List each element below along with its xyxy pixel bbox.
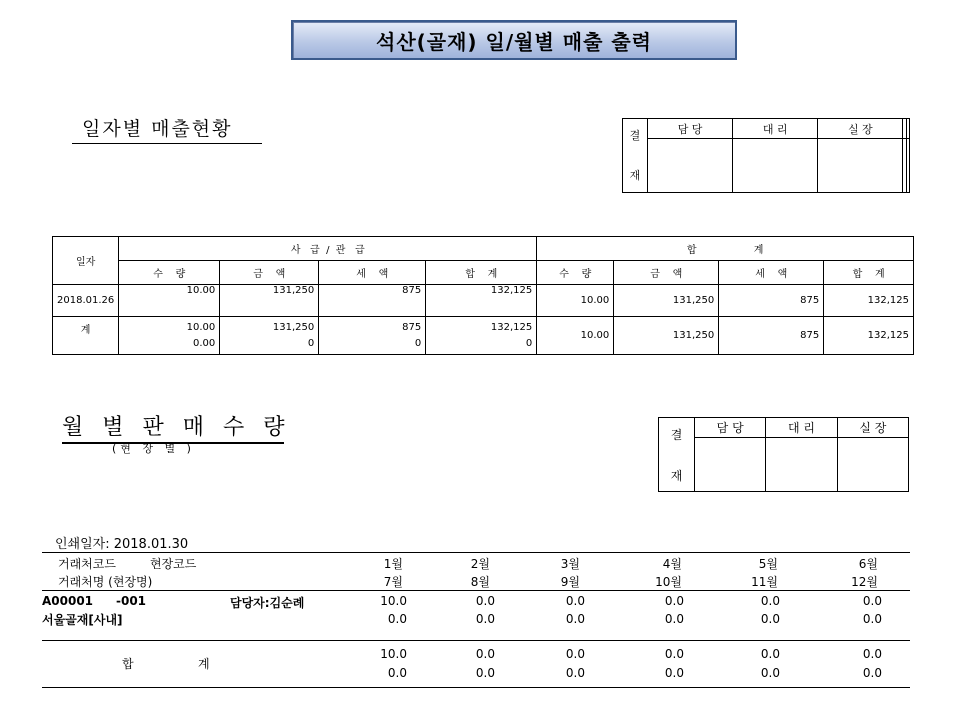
header-client-code: 거래처코드 xyxy=(58,557,116,571)
sum-label: 합 xyxy=(122,657,134,671)
sum-value: 10.0 xyxy=(380,647,407,661)
monthly-section-title: 월 별 판 매 수 량 xyxy=(62,410,284,444)
cell-value: 875 xyxy=(402,321,422,333)
cell-value: 131,250 xyxy=(614,317,719,355)
approval-sign-box xyxy=(906,139,909,193)
approval-sign-box xyxy=(648,139,733,193)
col-header: 수 량 xyxy=(119,261,220,285)
cell-value: 10.00 xyxy=(537,285,614,317)
cell-value: 10.00 xyxy=(186,321,216,333)
cell-value: 875 xyxy=(719,317,824,355)
daily-section-title: 일자별 매출현황 xyxy=(72,114,262,144)
group-header-supply: 사 급 / 관 급 xyxy=(119,237,537,261)
approval-side-label: 결 재 xyxy=(659,418,695,492)
col-header-date: 일자 xyxy=(53,237,119,285)
page-title: 석산(골재) 일/월별 매출 출력 xyxy=(291,20,737,60)
approval-header: 담 당 xyxy=(648,119,733,139)
month-header: 2월 xyxy=(470,557,490,571)
sum-value: 0.0 xyxy=(565,647,585,661)
cell-value: 131,250 xyxy=(220,285,319,317)
sum-value: 0.0 xyxy=(760,647,780,661)
header-client-name: 거래처명 (현장명) xyxy=(58,575,153,589)
col-header: 금 액 xyxy=(614,261,719,285)
month-header: 7월 xyxy=(383,575,403,589)
month-value: 0.0 xyxy=(862,612,882,626)
month-header: 11월 xyxy=(751,575,778,589)
divider xyxy=(42,590,910,591)
month-header: 1월 xyxy=(383,557,403,571)
site-code: -001 xyxy=(116,594,147,608)
approval-header: 대 리 xyxy=(766,418,837,438)
month-value: 0.0 xyxy=(664,612,684,626)
month-value: 0.0 xyxy=(760,594,780,608)
col-header: 금 액 xyxy=(220,261,319,285)
month-value: 0.0 xyxy=(664,594,684,608)
col-header: 합 계 xyxy=(824,261,914,285)
divider xyxy=(42,552,910,553)
cell-value: 131,250 xyxy=(614,285,719,317)
month-value: 0.0 xyxy=(760,612,780,626)
daily-approval-box xyxy=(622,118,910,193)
cell-value: 10.00 xyxy=(119,285,220,317)
monthly-approval-box xyxy=(658,417,909,492)
month-value: 0.0 xyxy=(475,594,495,608)
month-header: 8월 xyxy=(470,575,490,589)
client-name: 서울골재[사내] xyxy=(42,613,123,627)
cell-value: 132,125 xyxy=(490,321,533,333)
cell-value: 132,125 xyxy=(824,285,914,317)
col-header: 수 량 xyxy=(537,261,614,285)
approval-sign-box xyxy=(837,438,908,492)
month-value: 0.0 xyxy=(387,612,407,626)
sum-value: 0.0 xyxy=(565,666,585,680)
cell-value: 0.00 xyxy=(193,337,216,349)
col-header: 세 액 xyxy=(719,261,824,285)
col-header: 세 액 xyxy=(319,261,426,285)
approval-header: 실 장 xyxy=(837,418,908,438)
group-header-total: 합 계 xyxy=(537,237,914,261)
client-code: A00001 xyxy=(42,594,94,608)
approval-header xyxy=(906,119,909,139)
approval-side-label: 결 재 xyxy=(623,119,648,193)
month-value: 0.0 xyxy=(565,612,585,626)
cell-value: 0 xyxy=(307,337,315,349)
month-header: 3월 xyxy=(560,557,580,571)
table-total-row xyxy=(53,317,914,355)
cell-value: 10.00 xyxy=(537,317,614,355)
cell-value: 131,250 xyxy=(272,321,315,333)
row-total-label: 계 xyxy=(53,317,119,355)
month-header: 6월 xyxy=(858,557,878,571)
sum-value: 0.0 xyxy=(387,666,407,680)
approval-header: 실 장 xyxy=(818,119,903,139)
col-header: 합 계 xyxy=(426,261,537,285)
month-value: 0.0 xyxy=(565,594,585,608)
month-header: 10월 xyxy=(655,575,682,589)
monthly-subtitle: (현 장 별 ) xyxy=(112,442,195,455)
divider xyxy=(42,640,910,641)
cell-value: 875 xyxy=(719,285,824,317)
cell-value: 875 xyxy=(319,285,426,317)
sum-value: 0.0 xyxy=(862,647,882,661)
header-site-code: 현장코드 xyxy=(150,557,197,571)
sum-value: 0.0 xyxy=(475,666,495,680)
print-date: 인쇄일자: 2018.01.30 xyxy=(55,537,189,552)
sum-label: 계 xyxy=(198,657,210,671)
approval-sign-box xyxy=(766,438,837,492)
month-value: 10.0 xyxy=(380,594,407,608)
month-value: 0.0 xyxy=(862,594,882,608)
sum-value: 0.0 xyxy=(664,647,684,661)
month-header: 4월 xyxy=(662,557,682,571)
table-row xyxy=(53,285,914,317)
month-header: 12월 xyxy=(851,575,878,589)
approval-sign-box xyxy=(695,438,766,492)
daily-sales-table xyxy=(52,236,914,355)
month-value: 0.0 xyxy=(475,612,495,626)
divider xyxy=(42,687,910,688)
month-header: 5월 xyxy=(758,557,778,571)
cell-value: 0 xyxy=(525,337,533,349)
sum-value: 0.0 xyxy=(760,666,780,680)
row-date: 2018.01.26 xyxy=(53,285,119,317)
manager-name: 담당자:김순례 xyxy=(230,596,305,610)
sum-value: 0.0 xyxy=(475,647,495,661)
month-header: 9월 xyxy=(560,575,580,589)
approval-header: 담 당 xyxy=(695,418,766,438)
sum-value: 0.0 xyxy=(862,666,882,680)
cell-value: 132,125 xyxy=(426,285,537,317)
cell-value: 0 xyxy=(414,337,422,349)
approval-sign-box xyxy=(733,139,818,193)
cell-value: 132,125 xyxy=(824,317,914,355)
approval-sign-box xyxy=(818,139,903,193)
sum-value: 0.0 xyxy=(664,666,684,680)
approval-header: 대 리 xyxy=(733,119,818,139)
